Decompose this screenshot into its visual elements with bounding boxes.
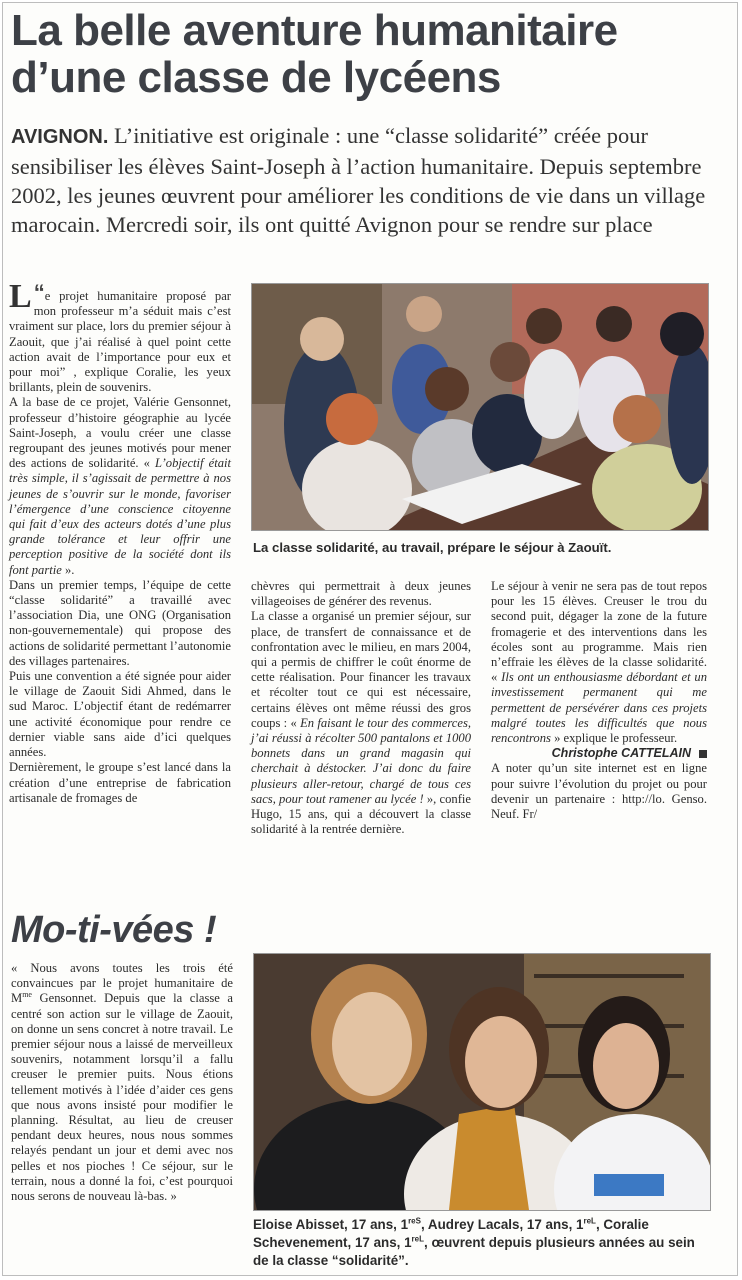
headline: La belle aventure humanitaire d’une classe de lycéens — [11, 6, 618, 102]
students-portrait-illustration — [254, 954, 710, 1210]
article-p4: Puis une convention a été signée pour aider le village de Zaouit Sidi Ahmed, dans le sud Maroc. L’objectif étant de redémarrer une activité économique pour rendre ce dernier viable sans aide d’ici quelques années. — [9, 669, 231, 760]
lede-city: AVIGNON. — [11, 126, 109, 148]
students-portrait-caption: Eloise Abisset, 17 ans, 1reS, Audrey Lacals, 17 ans, $1^{reL}$, Coralie Schevenement, 17 ans, $1^{reL}$, œuvrent depuis plusieurs années au sein de la classe “solidarité”. — [253, 1216, 695, 1268]
drop-cap: L — [9, 278, 32, 315]
sidebar-title: Mo-ti-vées ! — [11, 909, 217, 951]
lede-text: L’initiative est originale : une “classe solidarité” créée pour sensibiliser les élèves Saint-Joseph à l’action humanitaire. Depuis septembre 2002, les jeunes œuvrent pour améliorer les conditions de vie dans un village marocain. Mercredi soir, ils ont quitté Avignon pour se rendre sur place — [11, 123, 706, 237]
classroom-photo-caption: La classe solidarité, au travail, prépare le séjour à Zaouït. — [253, 540, 612, 555]
article-column-1 — [9, 278, 232, 806]
article-p2: A la base de ce projet, Valérie Gensonnet, professeur d’histoire géographie au lycée Saint-Joseph, a voulu créer une classe regroupant des jeunes motivés pour mener des actions de solidarité. « L’objectif était très simple, il s’agissait de permettre à nos jeunes de s’ouvrir sur le monde, favoriser l’émergence d’une conscience citoyenne qui fait d’eux des acteurs dotés d’une plus grande tolérance et leur offrir une perception positive de la société dont ils font partie ». — [9, 395, 232, 577]
article-column-3 — [491, 579, 707, 822]
article-p6: chèvres qui permettrait à deux jeunes villageoises de générer des revenus. — [251, 579, 471, 609]
article-p2-quote: L’objectif était très simple, il s’agissait de permettre à nos jeunes de s’ouvrir sur le monde, favoriser l’émergence d’une conscience citoyenne qui fait d’eux des acteurs dotés d’une plus grande tolérance et leur offrir une perception positive de la société dont ils font partie — [9, 456, 232, 577]
article-column-2 — [251, 579, 471, 837]
article-p8-quote: Ils ont un enthousiasme débordant et un investissement permanent qui me permettent de persévérer dans ces projets malgré toutes les difficultés que nous rencontrons — [491, 670, 707, 746]
sidebar-text: « Nous avons toutes les trois été convaincues par le projet humanitaire de $M^{me}$ Gensonnet. Depuis que la classe a centré son action sur le village de Zaouit, on donne un sens concret à notre travail. Le premier séjour nous a laissé de merveilleux souvenirs, notamment lorsqu’il a fallu creuser le premier puits. Nous étions tellement motivés à l’idée d’aider ces gens que nous avons insisté pour modifier le planning. Résultat, au lieu de creuser pendant deux heures, nous nous sommes relayés pendant un jour et demi avec nos pelles et nos pioches ! Ce séjour, sur le terrain, nous a donné la foi, c’est pourquoi nous serons de nouveau là-bas. » — [11, 961, 233, 1204]
article-p1: e projet humanitaire proposé par mon professeur m’a séduit mais c’est vraiment sur place, lors du premier séjour à Zaouit, que j’ai réalisé à quel point cette action avait de l’importance pour eux et pour moi” , explique Coralie, les yeux brillants, plein de souvenirs. — [9, 289, 231, 395]
open-quote-mark: “ — [33, 280, 45, 305]
article-p8: Le séjour à venir ne sera pas de tout repos pour les 15 élèves. Creuser le trou du second puit, dégager la zone de la future fromagerie et des interventions dans les écoles sont au programme. Mais rien n’effraie les élèves de la classe solidarité. « Ils ont un enthousiasme débordant et un investissement permanent qui me permettent de persévérer dans ces projets malgré toutes les difficultés que nous rencontrons » explique le professeur. — [491, 579, 707, 746]
article-p7-quote: En faisant le tour des commerces, j’ai réussi à récolter 500 pantalons et 1000 bonnets dans un grand magasin qui cherchait à déstocker. J’ai donc du faire plusieurs aller-retour, chargé de tous ces sacs, pour tout ramener au lycée ! — [251, 715, 472, 806]
author-signature: Christophe CATTELAIN — [491, 746, 707, 761]
lede — [11, 121, 731, 239]
classroom-photo — [251, 283, 709, 531]
newspaper-page — [2, 2, 738, 1276]
students-portrait-photo — [253, 953, 711, 1211]
end-square-icon — [699, 750, 707, 758]
article-p7: La classe a organisé un premier séjour, sur place, de transfert de connaissance et de confrontation avec le milieu, en mars 2004, qui a permis de chiffrer le coût énorme de cette réalisation. Pour financer les travaux et récolter tout ce qui est nécessaire, certains élèves ont même réussi des gros coups : « En faisant le tour des commerces, j’ai réussi à récolter 500 pantalons et 1000 bonnets dans un grand magasin qui cherchait à déstocker. J’ai donc du faire plusieurs aller-retour, chargé de tous ces sacs, pour tout ramener au lycée ! », confie Hugo, 15 ans, qui a découvert la classe solidarité à la rentrée dernière. — [251, 609, 472, 837]
article-p5: Dernièrement, le groupe s’est lancé dans la création d’une entreprise de fabrication artisanale de fromages de — [9, 760, 231, 805]
article-p3: Dans un premier temps, l’équipe de cette “classe solidarité” a travaillé avec l’association Dia, une ONG (Organisation non-gouvernementale) qui propose des actions de solidarité permettant l’autonomie des villages partenaires. — [9, 577, 231, 668]
article-p9: A noter qu’un site internet est en ligne pour suivre l’évolution du projet ou pour devenir un partenaire : http://lo. Genso. Neuf. Fr/ — [491, 761, 707, 822]
classroom-photo-illustration — [252, 284, 708, 530]
